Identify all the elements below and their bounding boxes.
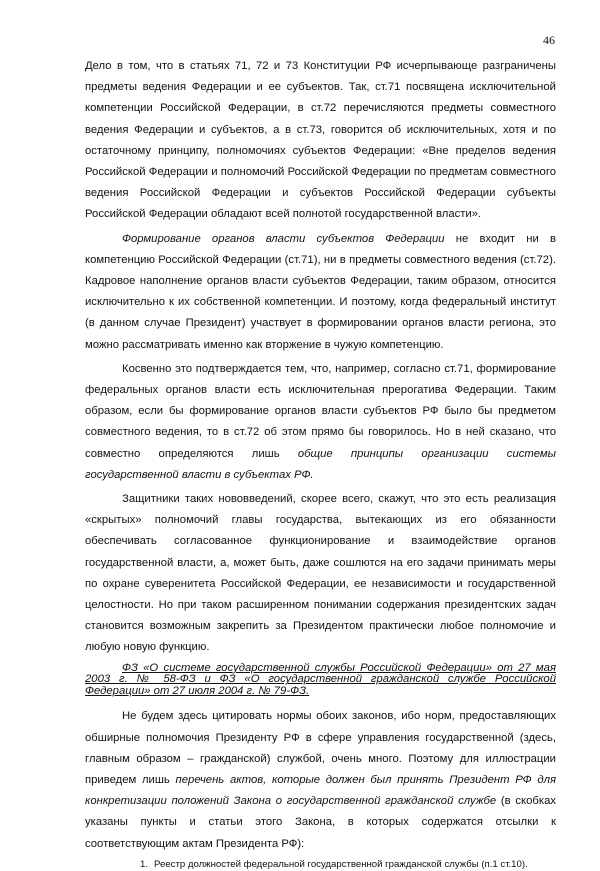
paragraph-2 xyxy=(85,229,556,356)
paragraph-5-italic: перечень актов, которые должен был принять Президент РФ для конкретизации положений Закона о государственной гражданской службе xyxy=(85,774,556,808)
paragraph-5 xyxy=(85,706,556,854)
paragraph-2-text: не входит ни в компетенцию Российской Федерации (ст.71), ни в предметы совместного ведения (ст.72). Кадровое наполнение органов власти субъектов Федерации, таким образом, относится исключительно к их собственной компетенции. И поэтому, когда федеральный институт (в данном случае Президент) участвует в формировании органов власти региона, это можно рассматривать именно как вторжение в чужую компетенцию. xyxy=(85,232,556,351)
paragraph-3-text: Косвенно это подтверждается тем, что, например, согласно ст.71, формирование федеральных органов власти есть исключительная прерогатива Федерации. Таким образом, если бы формирование органов власти субъектов РФ было бы предметом совместного ведения, то в ст.72 об этом прямо бы говорилось. Но в ней сказано, что совместно определяются лишь xyxy=(85,362,556,460)
law-reference: ФЗ «О системе государственной службы Российской Федерации» от 27 мая 2003 г. № 58-ФЗ и ФЗ «О государственной гражданской службе Российской Федерации» от 27 июля 2004 г. № 79-ФЗ. xyxy=(85,661,556,697)
paragraph-3-italic: общие принципы организации системы государственной власти в субъектах РФ. xyxy=(85,447,556,481)
list-item-number: 1. xyxy=(140,858,149,870)
paragraph-5-text: Не будем здесь цитировать нормы обоих законов, ибо норм, предоставляющих обширные полномочия Президенту РФ в сфере управления государственной (здесь, главным образом – гражданской) службой, очень много. Поэтому для иллюстрации приведем лишь xyxy=(85,710,556,787)
page-body xyxy=(85,56,556,871)
list-item xyxy=(140,859,556,871)
acts-list xyxy=(140,859,556,871)
paragraph-4: Защитники таких нововведений, скорее всего, скажут, что это есть реализация «скрытых» полномочий главы государства, вытекающих из его обязанности обеспечивать согласованное функционирование и взаимодействие органов государственной власти, а, может быть, даже сошлются на его задачи принимать меры по охране суверенитета Российской Федерации, ее независимости и государственной целостности. Но при таком расширенном понимании содержания президентских задач становится возможным закрепить за Президентом практически любое полномочие и любую новую функцию. xyxy=(85,493,556,654)
paragraph-3 xyxy=(85,359,556,486)
paragraph-2-italic: Формирование органов власти субъектов Федерации xyxy=(122,232,445,245)
list-item-text: Реестр должностей федеральной государственной гражданской службы (п.1 ст.10). xyxy=(154,858,528,870)
page-number: 46 xyxy=(543,33,555,47)
paragraph-5-end: (в скобках указаны пункты и статьи этого Закона, в которых содержатся отсылки к соответствующим актам Президента РФ): xyxy=(85,795,556,850)
paragraph-1: Дело в том, что в статьях 71, 72 и 73 Конституции РФ исчерпывающе разграничены предметы ведения Федерации и ее субъектов. Так, ст.71 посвящена исключительной компетенции Российской Федерации, в ст.72 перечисляются предметы совместного ведения Федерации и субъектов, а в ст.73, говорится об исключительных, хотя и по остаточному принципу, полномочиях субъектов Федерации: «Вне пределов ведения Российской Федерации и полномочий Российской Федерации по предметам совместного ведения Российской Федерации и субъектов Российской Федерации субъекты Российской Федерации обладают всей полнотой государственной власти». xyxy=(85,60,556,221)
